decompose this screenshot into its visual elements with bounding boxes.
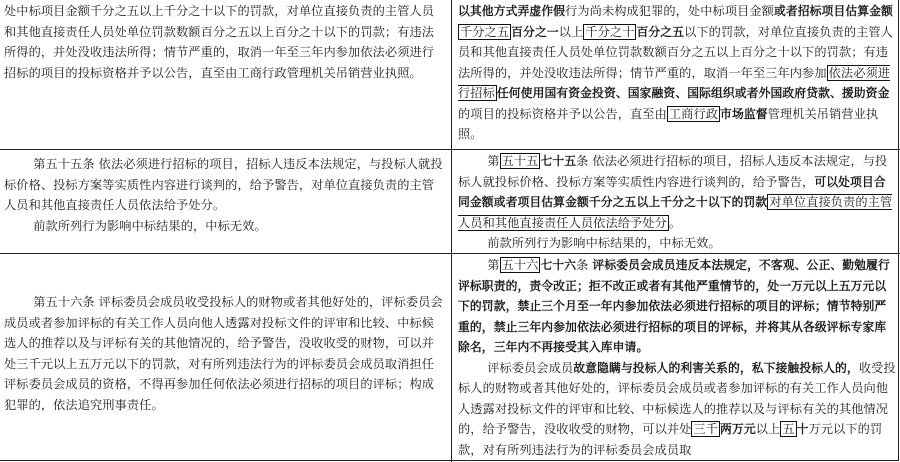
deleted-text-box: 对单位直接负责的主管人员和其他直接责任人员依法给予处分 [458,195,893,230]
deleted-text-box: 五 [782,422,795,436]
deleted-text-box: 三千 [693,422,719,436]
deleted-text-box: 依法必须进行招标 [458,65,891,100]
row3-revised-cell [458,255,896,460]
deleted-text-box: 五十六 [501,258,539,272]
deleted-text-box: 千分之五 [460,24,510,39]
row2-original-text-2: 前款所列行为影响中标结果的，中标无效。 [33,218,267,233]
deleted-text-box: 千分之十 [585,24,635,39]
deleted-text-box: 工商行政 [668,106,719,121]
row-divider-2 [0,253,900,254]
row2-original-cell [4,154,446,250]
row-divider-1 [0,149,900,150]
row1-original-text: 处中标项目金额千分之五以上千分之十以下的罚款，对单位直接负责的主管人员和其他直接责任人员处单位罚款数额百分之五以上百分之十以下的罚款；有违法所得的，并处没收违法所得；情节严重的，取消一年至三年内参加依法必须进行招标的项目的投标资格并予以公告，直至由工商行政管理机关吊销营业执照。 [4,4,435,80]
row2-revised-text: 第 五十五 七十五条 依法必须进行招标的项目，招标人违反本法规定，与投标人就投标价格、投标方案等实质性内容进行谈判的，给予警告，可以处项目合同金额或者项目估算金额千分之五以上千分之十以下的罚款 对单位直接负责的主管人员和其他直接责任人员依法给予处分 。 [458,154,893,230]
row1-revised-cell [458,1,896,147]
row3-original-text: 第五十六条 评标委员会成员收受投标人的财物或者其他好处的，评标委员会成员或者参加评标的有关工作人员向他人透露对投标文件的评审和比较、中标候选人的推荐以及与评标有关的其他情况的，给予警告，没收收受的财物，可以并处三千元以上五万元以下的罚款，对有所列违法行为的评标委员会成员取消担任评标委员会成员的资格，不得再参加任何依法必须进行招标的项目的评标；构成犯罪的，依法追究刑事责任。 [4,295,443,412]
row2-revised-text-2: 前款所列行为影响中标结果的，中标无效。 [487,236,721,250]
row3-revised-text: 第 五十六 七十六条 评标委员会成员违反本法规定，不客观、公正、勤勉履行评标职责的，责令改正；拒不改正或者有其他严重情节的，处一万元以上五万元以下的罚款，禁止三个月至一年内参加依法必须进行招标的项目的评标；情节特别严重的，禁止三年内参加依法必须进行招标的项目的评标，并将其从各级评标专家库除名，三年内不再接受其入库申请。 [458,258,890,354]
row3-original-cell [4,292,446,452]
column-divider [451,0,452,462]
row3-revised-text-2: 评标委员会成员故意隐瞒与投标人的利害关系的，私下接触投标人的，收受投标人的财物或者其他好处的，评标委员会成员或者参加评标的有关工作人员向他人透露对投标文件的评审和比较、中标候选人的推荐以及与评标有关的其他情况的，给予警告，没收收受的财物，可以并处 三千 两万元以上 五 十万元以下的罚款，对有所列违法行为的评标委员会成员取 [458,360,896,457]
row1-revised-text: 以其他方式弄虚作假行为尚未构成犯罪的，处中标项目金额或者招标项目估算金额千分之五 百分之一以上 千分之十 百分之五以下的罚款，对单位直接负责的主管人员和其他直接责任人员处单位罚款数额百分之五以上百分之十以下的罚款；有违法所得的，并处没收违法所得；情节严重的，取消一年至三年内参加 依法必须进行招标 任何使用国有资金投资、国家融资、国际组织或者外国政府贷款、援助资金的项目的投标资格并予以公告，直至由 工商行政 市场监督管理机关吊销营业执照。 [458,4,893,141]
row1-original-cell [4,1,446,147]
row2-original-text: 第五十五条 依法必须进行招标的项目，招标人违反本法规定，与投标人就投标价格、投标方案等实质性内容进行谈判的，给予警告，对单位直接负责的主管人员和其他直接责任人员依法给予处分。 [4,157,443,212]
row2-revised-cell [458,151,896,251]
deleted-text-box: 五十五 [501,154,539,168]
